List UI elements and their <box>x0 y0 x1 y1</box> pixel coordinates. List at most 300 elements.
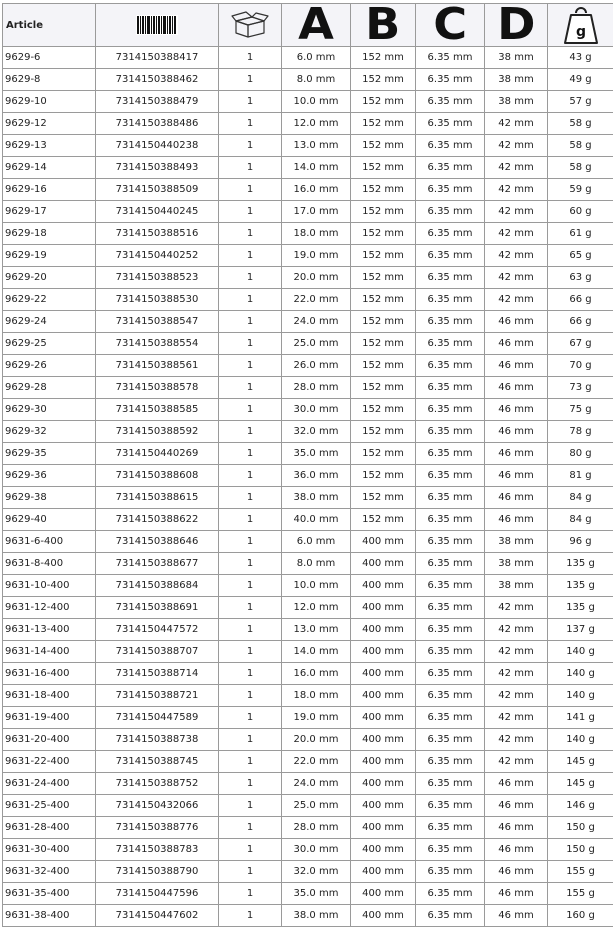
cell-dim-c: 6.35 mm <box>416 619 485 641</box>
cell-weight: 84 g <box>548 509 613 531</box>
cell-article: 9629-17 <box>3 201 96 223</box>
cell-dim-d: 46 mm <box>485 883 548 905</box>
table-row <box>3 355 613 377</box>
cell-dim-c: 6.35 mm <box>416 487 485 509</box>
cell-dim-d: 42 mm <box>485 619 548 641</box>
cell-dim-d: 42 mm <box>485 201 548 223</box>
cell-weight: 66 g <box>548 311 613 333</box>
cell-dim-c: 6.35 mm <box>416 531 485 553</box>
cell-dim-b: 152 mm <box>351 179 416 201</box>
cell-dim-a: 32.0 mm <box>282 861 351 883</box>
cell-package-qty: 1 <box>219 135 282 157</box>
cell-dim-c: 6.35 mm <box>416 311 485 333</box>
cell-dim-b: 400 mm <box>351 641 416 663</box>
cell-dim-a: 22.0 mm <box>282 751 351 773</box>
cell-weight: 49 g <box>548 69 613 91</box>
cell-dim-d: 46 mm <box>485 839 548 861</box>
cell-dim-d: 46 mm <box>485 509 548 531</box>
cell-weight: 59 g <box>548 179 613 201</box>
cell-article: 9631-38-400 <box>3 905 96 927</box>
cell-dim-d: 46 mm <box>485 443 548 465</box>
dimension-a-label: A <box>298 5 334 45</box>
cell-article: 9629-28 <box>3 377 96 399</box>
cell-dim-c: 6.35 mm <box>416 751 485 773</box>
cell-weight: 60 g <box>548 201 613 223</box>
cell-dim-b: 152 mm <box>351 47 416 69</box>
table-row <box>3 201 613 223</box>
cell-ean: 7314150388745 <box>96 751 219 773</box>
table-row <box>3 311 613 333</box>
cell-article: 9629-8 <box>3 69 96 91</box>
cell-article: 9629-22 <box>3 289 96 311</box>
cell-package-qty: 1 <box>219 553 282 575</box>
cell-weight: 140 g <box>548 641 613 663</box>
cell-ean: 7314150388479 <box>96 91 219 113</box>
cell-dim-c: 6.35 mm <box>416 201 485 223</box>
cell-ean: 7314150388592 <box>96 421 219 443</box>
barcode-icon <box>136 15 178 35</box>
table-row <box>3 773 613 795</box>
cell-package-qty: 1 <box>219 179 282 201</box>
cell-dim-c: 6.35 mm <box>416 883 485 905</box>
cell-dim-d: 42 mm <box>485 157 548 179</box>
cell-package-qty: 1 <box>219 311 282 333</box>
product-spec-table <box>2 3 613 927</box>
cell-dim-b: 152 mm <box>351 113 416 135</box>
cell-weight: 58 g <box>548 135 613 157</box>
cell-dim-b: 152 mm <box>351 267 416 289</box>
cell-package-qty: 1 <box>219 69 282 91</box>
cell-dim-a: 12.0 mm <box>282 113 351 135</box>
cell-package-qty: 1 <box>219 685 282 707</box>
cell-ean: 7314150388707 <box>96 641 219 663</box>
column-header-barcode <box>96 4 219 47</box>
cell-dim-b: 152 mm <box>351 443 416 465</box>
cell-dim-c: 6.35 mm <box>416 817 485 839</box>
cell-dim-b: 152 mm <box>351 135 416 157</box>
cell-package-qty: 1 <box>219 465 282 487</box>
cell-article: 9629-26 <box>3 355 96 377</box>
package-box-icon <box>230 11 270 39</box>
table-row <box>3 443 613 465</box>
cell-ean: 7314150432066 <box>96 795 219 817</box>
cell-dim-c: 6.35 mm <box>416 707 485 729</box>
table-row <box>3 157 613 179</box>
cell-dim-b: 152 mm <box>351 201 416 223</box>
table-row <box>3 861 613 883</box>
cell-article: 9631-25-400 <box>3 795 96 817</box>
cell-dim-a: 22.0 mm <box>282 289 351 311</box>
table-row <box>3 113 613 135</box>
cell-dim-b: 152 mm <box>351 509 416 531</box>
table-row <box>3 729 613 751</box>
cell-package-qty: 1 <box>219 817 282 839</box>
cell-weight: 81 g <box>548 465 613 487</box>
cell-package-qty: 1 <box>219 839 282 861</box>
cell-dim-d: 42 mm <box>485 223 548 245</box>
dimension-d-label: D <box>497 5 535 45</box>
cell-dim-d: 42 mm <box>485 267 548 289</box>
cell-article: 9631-12-400 <box>3 597 96 619</box>
table-row <box>3 245 613 267</box>
cell-dim-a: 24.0 mm <box>282 773 351 795</box>
cell-dim-b: 152 mm <box>351 399 416 421</box>
cell-weight: 141 g <box>548 707 613 729</box>
cell-dim-a: 18.0 mm <box>282 223 351 245</box>
table-row <box>3 751 613 773</box>
cell-dim-c: 6.35 mm <box>416 91 485 113</box>
cell-dim-d: 46 mm <box>485 861 548 883</box>
cell-ean: 7314150388530 <box>96 289 219 311</box>
cell-dim-d: 46 mm <box>485 355 548 377</box>
table-row <box>3 421 613 443</box>
table-row <box>3 179 613 201</box>
cell-dim-d: 42 mm <box>485 751 548 773</box>
cell-weight: 160 g <box>548 905 613 927</box>
cell-weight: 140 g <box>548 729 613 751</box>
column-header-package <box>219 4 282 47</box>
cell-dim-d: 46 mm <box>485 465 548 487</box>
cell-ean: 7314150388608 <box>96 465 219 487</box>
cell-ean: 7314150440245 <box>96 201 219 223</box>
cell-dim-a: 20.0 mm <box>282 729 351 751</box>
cell-ean: 7314150388523 <box>96 267 219 289</box>
cell-article: 9629-18 <box>3 223 96 245</box>
cell-ean: 7314150388585 <box>96 399 219 421</box>
cell-article: 9631-30-400 <box>3 839 96 861</box>
cell-dim-c: 6.35 mm <box>416 729 485 751</box>
cell-dim-c: 6.35 mm <box>416 861 485 883</box>
cell-dim-a: 8.0 mm <box>282 69 351 91</box>
cell-package-qty: 1 <box>219 91 282 113</box>
cell-ean: 7314150388752 <box>96 773 219 795</box>
cell-dim-c: 6.35 mm <box>416 509 485 531</box>
cell-weight: 150 g <box>548 817 613 839</box>
cell-dim-d: 42 mm <box>485 135 548 157</box>
cell-weight: 65 g <box>548 245 613 267</box>
cell-weight: 84 g <box>548 487 613 509</box>
cell-package-qty: 1 <box>219 157 282 179</box>
cell-dim-c: 6.35 mm <box>416 663 485 685</box>
cell-weight: 57 g <box>548 91 613 113</box>
cell-weight: 80 g <box>548 443 613 465</box>
cell-weight: 66 g <box>548 289 613 311</box>
cell-article: 9629-13 <box>3 135 96 157</box>
cell-dim-d: 46 mm <box>485 421 548 443</box>
cell-dim-b: 400 mm <box>351 773 416 795</box>
cell-article: 9629-10 <box>3 91 96 113</box>
column-header-c <box>416 4 485 47</box>
dimension-c-label: C <box>433 5 467 45</box>
cell-weight: 155 g <box>548 861 613 883</box>
table-row <box>3 333 613 355</box>
table-row <box>3 905 613 927</box>
cell-ean: 7314150388776 <box>96 817 219 839</box>
cell-dim-d: 38 mm <box>485 47 548 69</box>
cell-dim-a: 10.0 mm <box>282 575 351 597</box>
cell-dim-d: 42 mm <box>485 179 548 201</box>
cell-article: 9631-10-400 <box>3 575 96 597</box>
cell-package-qty: 1 <box>219 663 282 685</box>
cell-weight: 63 g <box>548 267 613 289</box>
cell-article: 9631-28-400 <box>3 817 96 839</box>
cell-dim-c: 6.35 mm <box>416 377 485 399</box>
cell-weight: 78 g <box>548 421 613 443</box>
cell-dim-b: 400 mm <box>351 531 416 553</box>
cell-ean: 7314150388646 <box>96 531 219 553</box>
cell-weight: 155 g <box>548 883 613 905</box>
cell-dim-b: 400 mm <box>351 883 416 905</box>
table-row <box>3 685 613 707</box>
cell-article: 9629-24 <box>3 311 96 333</box>
cell-ean: 7314150388691 <box>96 597 219 619</box>
table-row <box>3 641 613 663</box>
cell-package-qty: 1 <box>219 421 282 443</box>
cell-ean: 7314150388714 <box>96 663 219 685</box>
weight-icon-label: g <box>575 24 585 40</box>
cell-ean: 7314150388738 <box>96 729 219 751</box>
cell-ean: 7314150388615 <box>96 487 219 509</box>
cell-dim-d: 38 mm <box>485 553 548 575</box>
cell-weight: 135 g <box>548 553 613 575</box>
cell-package-qty: 1 <box>219 355 282 377</box>
cell-dim-a: 6.0 mm <box>282 47 351 69</box>
table-row <box>3 399 613 421</box>
table-row <box>3 707 613 729</box>
cell-ean: 7314150388578 <box>96 377 219 399</box>
cell-dim-b: 152 mm <box>351 487 416 509</box>
cell-dim-c: 6.35 mm <box>416 773 485 795</box>
cell-dim-a: 16.0 mm <box>282 179 351 201</box>
cell-weight: 73 g <box>548 377 613 399</box>
table-row <box>3 135 613 157</box>
table-row <box>3 531 613 553</box>
cell-dim-b: 400 mm <box>351 707 416 729</box>
cell-dim-d: 38 mm <box>485 575 548 597</box>
table-body <box>3 47 613 927</box>
cell-ean: 7314150388622 <box>96 509 219 531</box>
cell-article: 9629-16 <box>3 179 96 201</box>
cell-dim-c: 6.35 mm <box>416 289 485 311</box>
cell-ean: 7314150447596 <box>96 883 219 905</box>
cell-dim-d: 46 mm <box>485 399 548 421</box>
cell-dim-d: 42 mm <box>485 663 548 685</box>
cell-dim-b: 400 mm <box>351 729 416 751</box>
cell-article: 9631-6-400 <box>3 531 96 553</box>
cell-weight: 140 g <box>548 685 613 707</box>
cell-dim-b: 400 mm <box>351 795 416 817</box>
cell-ean: 7314150447572 <box>96 619 219 641</box>
cell-ean: 7314150388783 <box>96 839 219 861</box>
cell-dim-d: 38 mm <box>485 69 548 91</box>
column-header-a <box>282 4 351 47</box>
cell-ean: 7314150388486 <box>96 113 219 135</box>
cell-dim-c: 6.35 mm <box>416 641 485 663</box>
cell-ean: 7314150388684 <box>96 575 219 597</box>
cell-package-qty: 1 <box>219 487 282 509</box>
cell-weight: 150 g <box>548 839 613 861</box>
cell-package-qty: 1 <box>219 289 282 311</box>
cell-package-qty: 1 <box>219 597 282 619</box>
cell-package-qty: 1 <box>219 883 282 905</box>
cell-ean: 7314150388509 <box>96 179 219 201</box>
column-header-b <box>351 4 416 47</box>
cell-package-qty: 1 <box>219 509 282 531</box>
cell-dim-b: 152 mm <box>351 377 416 399</box>
cell-dim-c: 6.35 mm <box>416 333 485 355</box>
cell-dim-a: 8.0 mm <box>282 553 351 575</box>
cell-package-qty: 1 <box>219 333 282 355</box>
cell-package-qty: 1 <box>219 113 282 135</box>
cell-package-qty: 1 <box>219 575 282 597</box>
cell-package-qty: 1 <box>219 707 282 729</box>
cell-dim-b: 152 mm <box>351 333 416 355</box>
cell-ean: 7314150388493 <box>96 157 219 179</box>
cell-dim-a: 40.0 mm <box>282 509 351 531</box>
cell-dim-c: 6.35 mm <box>416 47 485 69</box>
table-row <box>3 267 613 289</box>
column-header-d <box>485 4 548 47</box>
cell-ean: 7314150447602 <box>96 905 219 927</box>
cell-weight: 75 g <box>548 399 613 421</box>
cell-dim-a: 6.0 mm <box>282 531 351 553</box>
cell-article: 9631-24-400 <box>3 773 96 795</box>
table-header-row <box>3 4 613 47</box>
cell-dim-d: 46 mm <box>485 817 548 839</box>
cell-article: 9629-12 <box>3 113 96 135</box>
cell-dim-b: 400 mm <box>351 575 416 597</box>
table-row <box>3 47 613 69</box>
cell-dim-c: 6.35 mm <box>416 465 485 487</box>
table-row <box>3 487 613 509</box>
cell-package-qty: 1 <box>219 223 282 245</box>
cell-ean: 7314150388677 <box>96 553 219 575</box>
cell-dim-c: 6.35 mm <box>416 905 485 927</box>
cell-ean: 7314150440269 <box>96 443 219 465</box>
cell-dim-d: 46 mm <box>485 905 548 927</box>
column-header-weight <box>548 4 613 47</box>
weight-icon <box>562 5 600 45</box>
dimension-b-label: B <box>365 5 400 45</box>
table-row <box>3 509 613 531</box>
table-row <box>3 817 613 839</box>
cell-dim-b: 152 mm <box>351 91 416 113</box>
cell-dim-b: 400 mm <box>351 685 416 707</box>
table-row <box>3 377 613 399</box>
cell-dim-b: 152 mm <box>351 289 416 311</box>
cell-dim-d: 42 mm <box>485 685 548 707</box>
cell-article: 9631-8-400 <box>3 553 96 575</box>
cell-article: 9631-20-400 <box>3 729 96 751</box>
cell-dim-b: 152 mm <box>351 157 416 179</box>
cell-dim-c: 6.35 mm <box>416 399 485 421</box>
cell-weight: 140 g <box>548 663 613 685</box>
cell-article: 9629-20 <box>3 267 96 289</box>
cell-dim-a: 17.0 mm <box>282 201 351 223</box>
cell-dim-b: 400 mm <box>351 817 416 839</box>
cell-dim-a: 14.0 mm <box>282 157 351 179</box>
cell-article: 9629-14 <box>3 157 96 179</box>
cell-ean: 7314150388516 <box>96 223 219 245</box>
cell-dim-b: 400 mm <box>351 663 416 685</box>
cell-article: 9629-40 <box>3 509 96 531</box>
table-row <box>3 883 613 905</box>
cell-dim-a: 10.0 mm <box>282 91 351 113</box>
table-row <box>3 597 613 619</box>
cell-dim-a: 19.0 mm <box>282 707 351 729</box>
cell-dim-d: 42 mm <box>485 729 548 751</box>
table-row <box>3 795 613 817</box>
cell-weight: 137 g <box>548 619 613 641</box>
cell-dim-a: 14.0 mm <box>282 641 351 663</box>
cell-dim-a: 13.0 mm <box>282 619 351 641</box>
cell-weight: 146 g <box>548 795 613 817</box>
cell-article: 9629-19 <box>3 245 96 267</box>
cell-package-qty: 1 <box>219 861 282 883</box>
cell-dim-c: 6.35 mm <box>416 795 485 817</box>
cell-dim-c: 6.35 mm <box>416 267 485 289</box>
cell-ean: 7314150388790 <box>96 861 219 883</box>
cell-dim-b: 152 mm <box>351 465 416 487</box>
cell-dim-a: 18.0 mm <box>282 685 351 707</box>
cell-dim-b: 152 mm <box>351 421 416 443</box>
cell-article: 9631-13-400 <box>3 619 96 641</box>
cell-article: 9631-18-400 <box>3 685 96 707</box>
cell-package-qty: 1 <box>219 47 282 69</box>
cell-package-qty: 1 <box>219 751 282 773</box>
cell-package-qty: 1 <box>219 267 282 289</box>
cell-dim-d: 46 mm <box>485 773 548 795</box>
cell-weight: 58 g <box>548 157 613 179</box>
cell-dim-c: 6.35 mm <box>416 69 485 91</box>
cell-dim-c: 6.35 mm <box>416 157 485 179</box>
cell-article: 9629-36 <box>3 465 96 487</box>
cell-dim-a: 25.0 mm <box>282 333 351 355</box>
cell-dim-b: 152 mm <box>351 223 416 245</box>
cell-dim-a: 38.0 mm <box>282 905 351 927</box>
cell-dim-d: 46 mm <box>485 311 548 333</box>
cell-dim-b: 152 mm <box>351 311 416 333</box>
cell-article: 9631-19-400 <box>3 707 96 729</box>
cell-weight: 96 g <box>548 531 613 553</box>
cell-dim-b: 400 mm <box>351 751 416 773</box>
cell-ean: 7314150440238 <box>96 135 219 157</box>
cell-dim-a: 35.0 mm <box>282 443 351 465</box>
table-row <box>3 619 613 641</box>
cell-dim-a: 36.0 mm <box>282 465 351 487</box>
cell-dim-c: 6.35 mm <box>416 553 485 575</box>
cell-dim-c: 6.35 mm <box>416 113 485 135</box>
cell-article: 9631-14-400 <box>3 641 96 663</box>
cell-dim-c: 6.35 mm <box>416 443 485 465</box>
cell-dim-d: 38 mm <box>485 91 548 113</box>
cell-ean: 7314150388561 <box>96 355 219 377</box>
cell-ean: 7314150447589 <box>96 707 219 729</box>
cell-weight: 145 g <box>548 751 613 773</box>
table-row <box>3 575 613 597</box>
column-header-article: Article <box>3 4 96 47</box>
cell-weight: 43 g <box>548 47 613 69</box>
cell-dim-a: 32.0 mm <box>282 421 351 443</box>
cell-dim-b: 152 mm <box>351 355 416 377</box>
cell-dim-a: 28.0 mm <box>282 377 351 399</box>
cell-dim-a: 30.0 mm <box>282 839 351 861</box>
cell-dim-a: 20.0 mm <box>282 267 351 289</box>
cell-dim-c: 6.35 mm <box>416 245 485 267</box>
cell-package-qty: 1 <box>219 773 282 795</box>
cell-dim-b: 152 mm <box>351 245 416 267</box>
cell-package-qty: 1 <box>219 905 282 927</box>
